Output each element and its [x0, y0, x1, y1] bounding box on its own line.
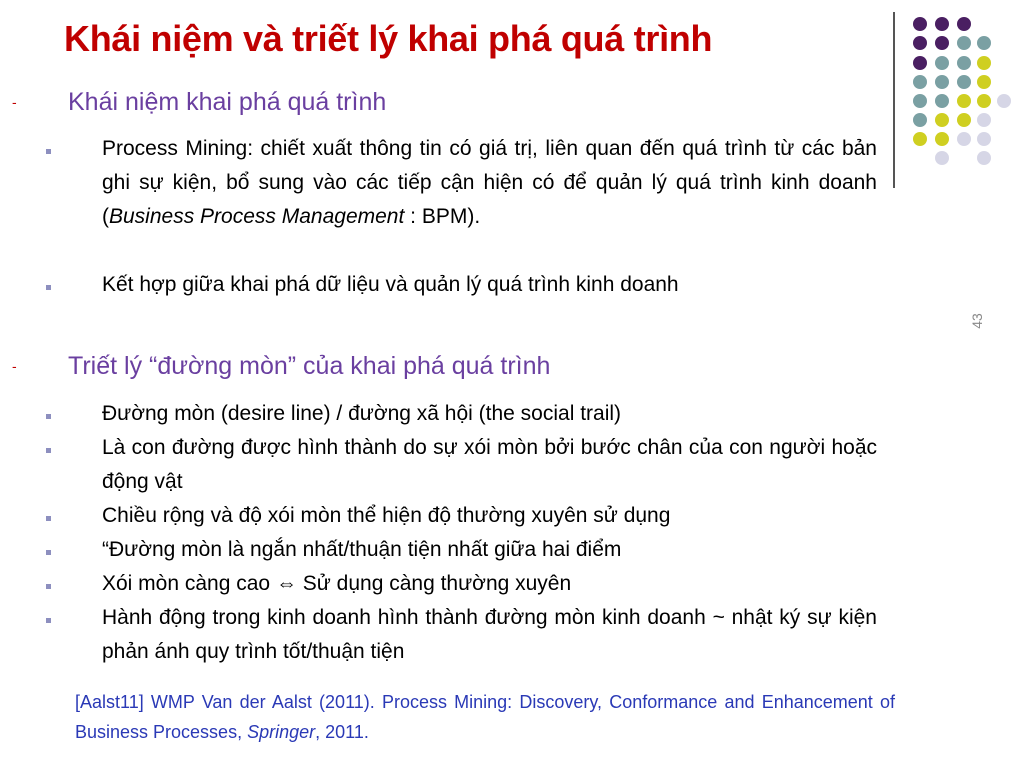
decor-dot — [977, 75, 991, 89]
decor-dot — [913, 113, 927, 127]
decor-dot — [957, 36, 971, 50]
decor-dot — [997, 94, 1011, 108]
dash-bullet: - — [12, 358, 17, 374]
decor-dot — [935, 17, 949, 31]
square-bullet — [46, 618, 51, 623]
decor-dot — [913, 94, 927, 108]
item-text: Đường mòn (desire line) / đường xã hội (the social trail) — [102, 402, 622, 425]
decor-dot — [977, 151, 991, 165]
item-text: Chiều rộng và độ xói mòn thể hiện độ thường xuyên sử dụng — [102, 504, 671, 527]
square-bullet — [46, 516, 51, 521]
reference-text: , 2011. — [315, 722, 369, 742]
decor-dot — [957, 75, 971, 89]
item-text: Hành động trong kinh doanh hình thành đường mòn kinh doanh ~ nhật ký sự kiện phản ánh quy trình tốt/thuận tiện — [102, 606, 877, 663]
dash-bullet: - — [12, 94, 17, 110]
decor-dot — [957, 132, 971, 146]
item-text: Process Mining: chiết xuất thông tin có giá trị, liên quan đến quá trình từ các bản ghi sự kiện, bổ sung vào các tiếp cận hiện có để quản lý quá trình kinh doanh ( — [102, 137, 877, 228]
decor-dot — [913, 36, 927, 50]
item-text: Xói mòn càng cao — [102, 572, 276, 595]
item-italic-text: Business Process Management — [109, 205, 405, 228]
page-number: 43 — [968, 313, 985, 329]
square-bullet — [46, 550, 51, 555]
slide-title: Khái niệm và triết lý khai phá quá trình — [64, 18, 713, 59]
item-text: Kết hợp giữa khai phá dữ liệu và quản lý quá trình kinh doanh — [102, 273, 679, 296]
decor-dot — [957, 17, 971, 31]
title-divider-line — [893, 12, 895, 188]
section-heading-text: Khái niệm khai phá quá trình — [68, 88, 387, 116]
decor-dot — [977, 56, 991, 70]
decor-dot — [935, 75, 949, 89]
decor-dot — [957, 94, 971, 108]
decor-dot — [977, 94, 991, 108]
decor-dot — [957, 113, 971, 127]
reference-citation — [75, 687, 895, 747]
decor-dot — [935, 113, 949, 127]
bullet-item-desire-line — [102, 397, 877, 431]
item-text: Sử dụng càng thường xuyên — [296, 572, 572, 595]
bullet-item-shortest — [102, 533, 877, 567]
decor-dot — [913, 56, 927, 70]
decor-dot — [977, 36, 991, 50]
decor-dot — [935, 36, 949, 50]
reference-publisher: Springer — [247, 722, 316, 742]
decor-dot — [935, 56, 949, 70]
decor-dot — [913, 132, 927, 146]
bullet-item-erosion — [102, 567, 877, 601]
double-arrow-icon: ⇔ — [275, 572, 297, 595]
square-bullet — [46, 414, 51, 419]
decor-dot — [935, 94, 949, 108]
bullet-item-formation — [102, 431, 877, 499]
bullet-item-combination — [102, 268, 877, 302]
decor-dot — [977, 113, 991, 127]
decor-dot — [957, 56, 971, 70]
item-text: “Đường mòn là ngắn nhất/thuận tiện nhất giữa hai điểm — [102, 538, 622, 561]
bullet-item-process-mining — [102, 132, 877, 268]
item-text: : BPM). — [404, 205, 481, 228]
decor-dot — [913, 75, 927, 89]
bullet-item-width — [102, 499, 877, 533]
reference-text: [Aalst11] WMP Van der Aalst (2011). Process Mining: Discovery, Conformance and Enhancement of Business Processes, — [75, 692, 895, 742]
item-text: Là con đường được hình thành do sự xói mòn bởi bước chân của con người hoặc động vật — [102, 436, 877, 493]
decor-dot — [977, 132, 991, 146]
decor-dot — [935, 151, 949, 165]
square-bullet — [46, 285, 51, 290]
square-bullet — [46, 584, 51, 589]
square-bullet — [46, 448, 51, 453]
square-bullet — [46, 149, 51, 154]
decor-dot — [913, 17, 927, 31]
decor-dot — [935, 132, 949, 146]
section-heading-text: Triết lý “đường mòn” của khai phá quá trình — [68, 352, 551, 380]
bullet-item-business-path — [102, 601, 877, 669]
